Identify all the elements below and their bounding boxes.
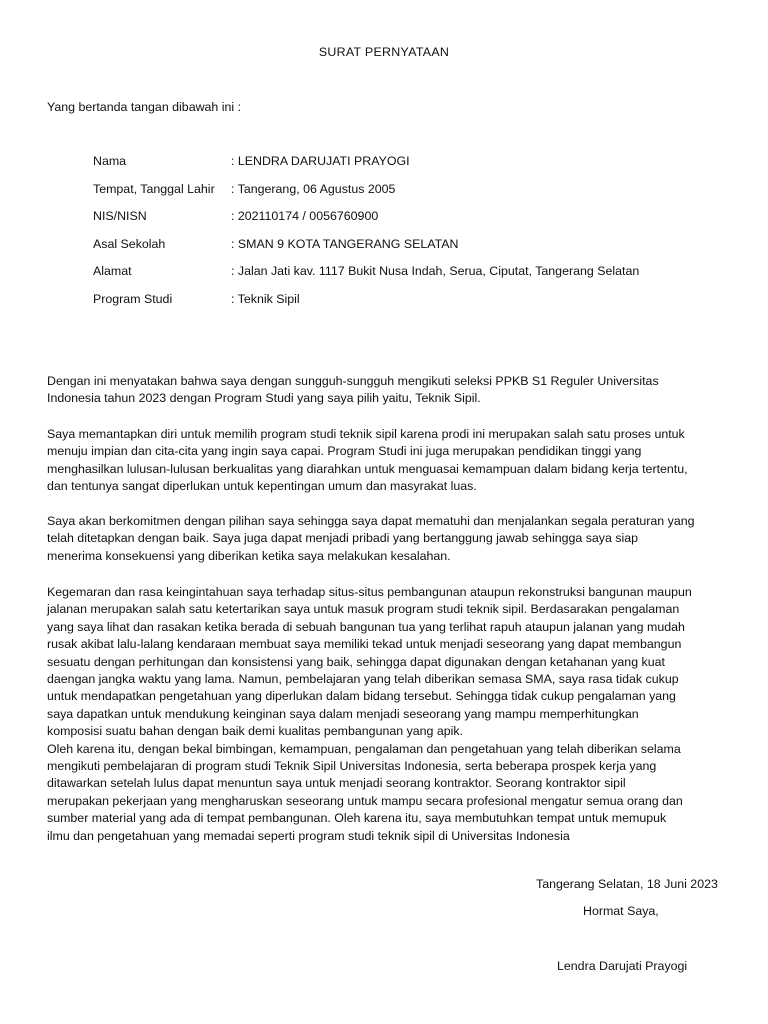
paragraph-line: ditawarkan setelah lulus dapat menuntun saya untuk menjadi seorang kontraktor. Seorang kontraktor sipil xyxy=(47,776,626,791)
paragraph-line: Saya memantapkan diri untuk memilih program studi teknik sipil karena prodi ini merupakan salah satu proses untuk xyxy=(47,427,685,441)
identity-value: : LENDRA DARUJATI PRAYOGI xyxy=(231,154,410,168)
identity-value: : SMAN 9 KOTA TANGERANG SELATAN xyxy=(231,236,459,251)
paragraph-line: merupakan pekerjaan yang mengharuskan seseorang untuk mampu secara profesional mengatur semua orang dan xyxy=(47,793,683,808)
identity-label: NIS/NISN xyxy=(93,209,147,224)
paragraph-line: Kegemaran dan rasa keingintahuan saya terhadap situs-situs pembangunan ataupun rekonstruksi bangunan maupun xyxy=(47,585,692,599)
paragraph-line: komposisi suatu bahan dengan baik demi kualitas pembangunan yang apik. xyxy=(47,724,464,739)
identity-row xyxy=(93,237,639,265)
identity-row xyxy=(93,154,639,182)
identity-row xyxy=(93,209,639,237)
identity-row xyxy=(93,182,639,210)
paragraph-line: menerima konsekuensi yang diberikan ketika saya melakukan kesalahan. xyxy=(47,548,451,563)
paragraph-line: untuk mendapatkan pengetahuan yang diperlukan dalam bidang tersebut. Sehingga tidak cukup pengalaman yang xyxy=(47,689,676,704)
identity-label: Program Studi xyxy=(93,291,173,306)
paragraph-line: rusak akibat lalu-lalang kendaraan membuat saya memiliki tekad untuk menjadi seseorang yang dapat membangun xyxy=(47,637,682,652)
identity-label: Asal Sekolah xyxy=(93,236,166,251)
paragraph-line: sumber material yang ada di tempat pembangunan. Oleh karena itu, saya membutuhkan tempat untuk memupuk xyxy=(47,811,667,826)
identity-value: : 202110174 / 0056760900 xyxy=(231,209,379,224)
identity-label: Alamat xyxy=(93,264,132,279)
paragraph-commitment xyxy=(47,513,727,565)
signer-name: Lendra Darujati Prayogi xyxy=(557,959,688,973)
identity-row xyxy=(93,292,639,320)
paragraph-line: ilmu dan pengetahuan yang memadai seperti program studi teknik sipil di Universitas Indonesia xyxy=(47,828,570,843)
paragraph-statement xyxy=(47,373,727,408)
identity-value: : Teknik Sipil xyxy=(231,291,300,306)
paragraph-line: yang saya lihat dan rasakan ketika berada di sebuah bangunan tua yang terlihat rapuh ataupun jalanan yang mudah xyxy=(47,619,685,634)
paragraph-line: menuju impian dan cita-cita yang ingin saya capai. Program Studi ini juga merupakan pendidikan tinggi yang xyxy=(47,444,642,459)
paragraph-motivation xyxy=(47,426,727,496)
identity-value: : Jalan Jati kav. 1117 Bukit Nusa Indah, Serua, Ciputat, Tangerang Selatan xyxy=(231,264,640,279)
paragraph-interest xyxy=(47,584,727,845)
paragraph-line: jalanan merupakan salah satu ketertarikan saya untuk masuk program studi teknik sipil. Berdasarakan pengalaman xyxy=(47,602,680,617)
identity-value: : Tangerang, 06 Agustus 2005 xyxy=(231,181,396,196)
paragraph-line: saya dapatkan untuk mendukung keinginan saya dalam menjadi seseorang yang mampu memperhitungkan xyxy=(47,706,639,721)
identity-row xyxy=(93,264,639,292)
identity-label: Tempat, Tanggal Lahir xyxy=(93,181,215,196)
paragraph-line: mengikuti pembelajaran di program studi Teknik Sipil Universitas Indonesia, serta beberapa prospek kerja yang xyxy=(47,759,657,774)
paragraph-line: dan tentunya sangat diperlukan untuk kepentingan umum dan masyrakat luas. xyxy=(47,479,477,494)
paragraph-line: Saya akan berkomitmen dengan pilihan saya sehingga saya dapat mematuhi dan menjalankan segala peraturan yang xyxy=(47,514,695,528)
closing-salutation: Hormat Saya, xyxy=(583,904,659,918)
paragraph-line: Indonesia tahun 2023 dengan Program Studi yang saya pilih yaitu, Teknik Sipil. xyxy=(47,391,481,406)
paragraph-line: Oleh karena itu, dengan bekal bimbingan, kemampuan, pengalaman dan pengetahuan yang telah diberikan selama xyxy=(47,741,681,756)
paragraph-line: daengan jangka waktu yang lama. Namun, pembelajaran yang telah diberikan semasa SMA, saya rasa tidak cukup xyxy=(47,672,679,687)
place-date: Tangerang Selatan, 18 Juni 2023 xyxy=(536,877,718,891)
intro-text: Yang bertanda tangan dibawah ini : xyxy=(47,100,242,114)
identity-table xyxy=(93,154,639,320)
document-title: SURAT PERNYATAAN xyxy=(318,45,450,59)
identity-label: Nama xyxy=(93,154,127,168)
paragraph-line: sesuatu dengan perhitungan dan konsistensi yang baik, sehingga dapat digunakan dengan ketahanan yang kuat xyxy=(47,654,665,669)
paragraph-line: Dengan ini menyatakan bahwa saya dengan sungguh-sungguh mengikuti seleksi PPKB S1 Reguler Universitas xyxy=(47,374,659,388)
paragraph-line: menghasilkan lulusan-lulusan berkualitas yang diarahkan untuk menguasai kemampuan dalam bidang kerja tertentu, xyxy=(47,461,688,476)
paragraph-line: telah ditetapkan dengan baik. Saya juga dapat menjadi pribadi yang bertanggung jawab sehingga saya siap xyxy=(47,531,639,546)
